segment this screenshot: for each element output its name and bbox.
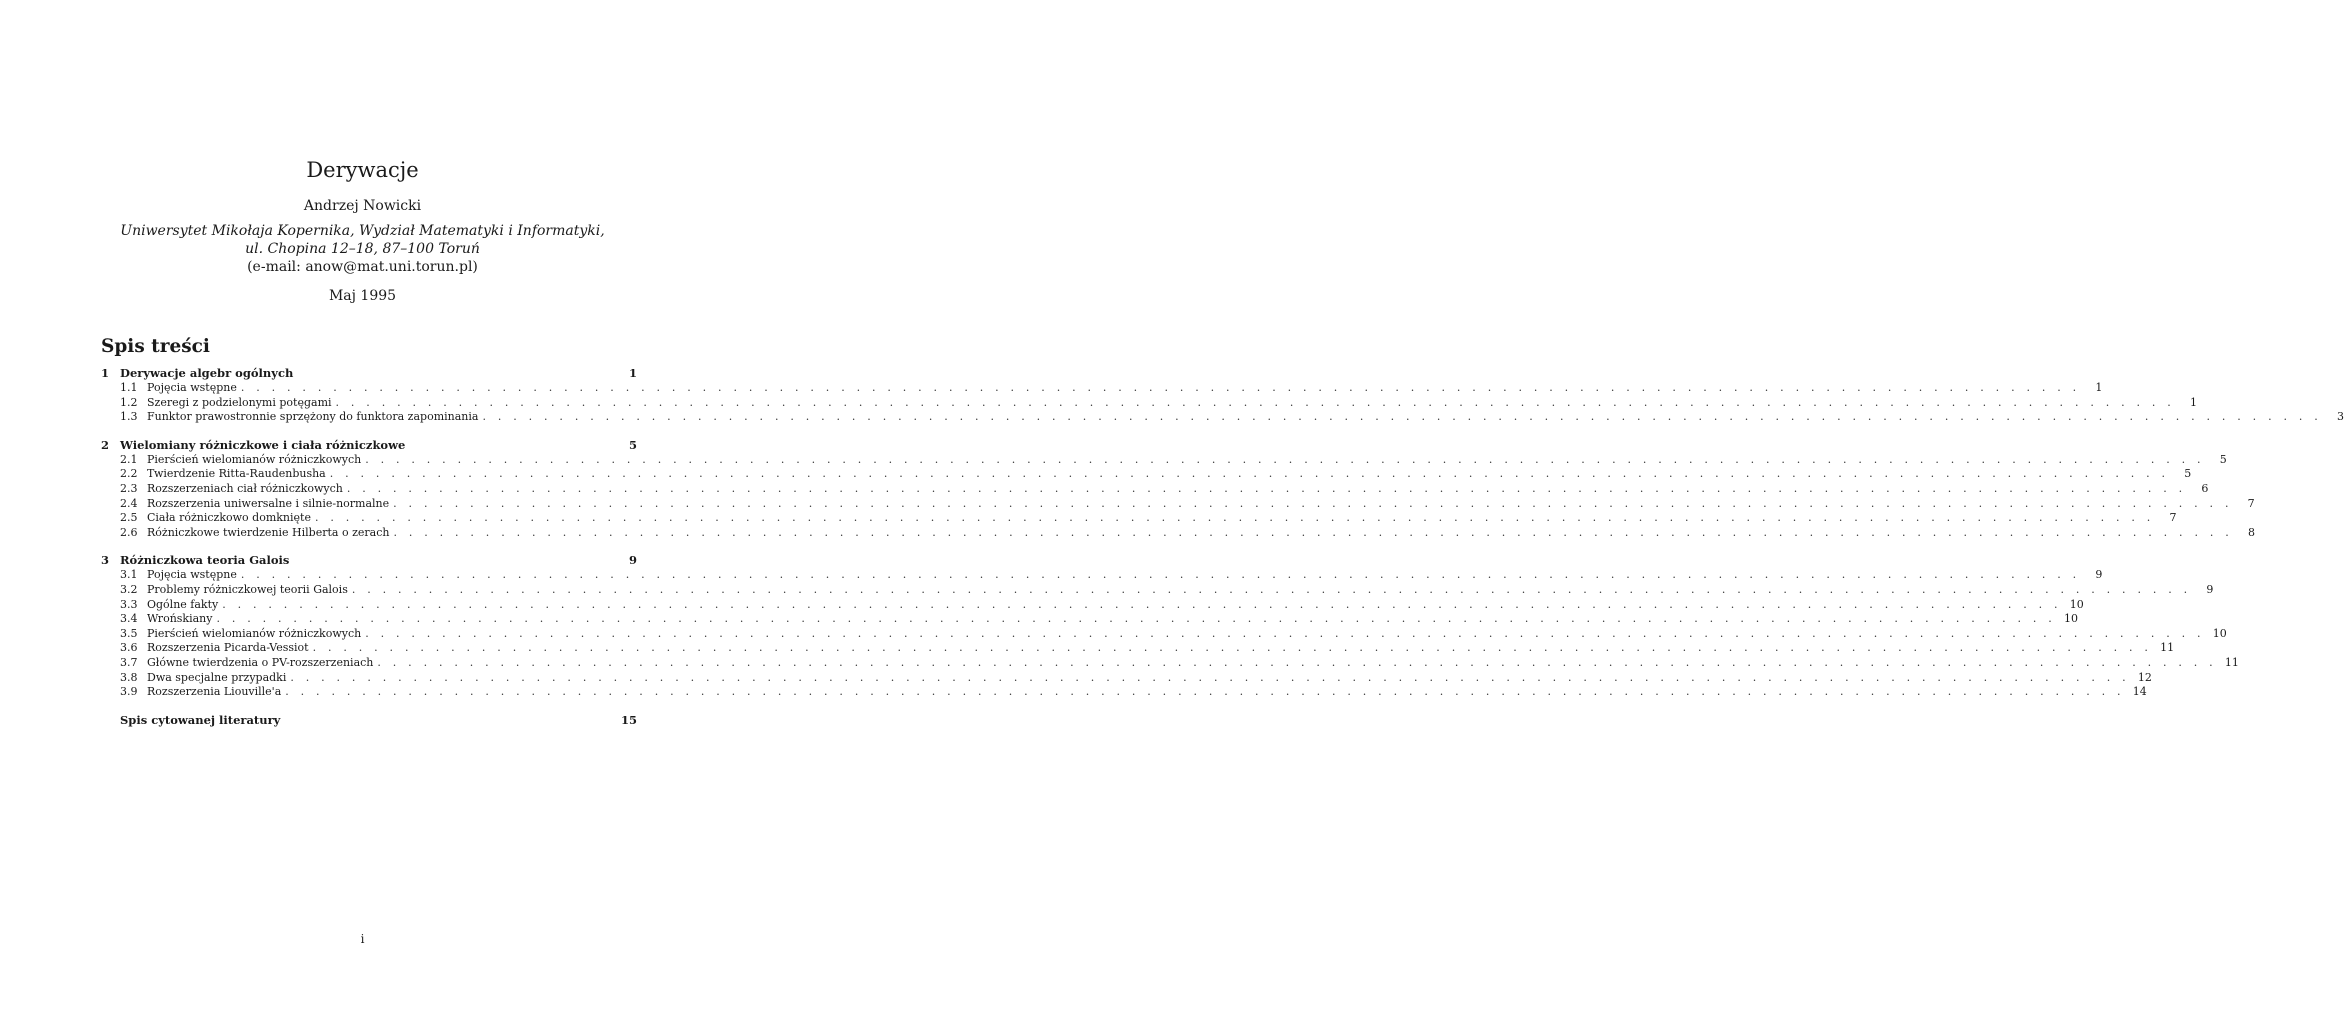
section-page: 5	[2219, 452, 2227, 466]
section-page: 10	[2212, 626, 2227, 640]
toc-section-row[interactable]	[101, 655, 2239, 671]
toc-section-row[interactable]	[101, 641, 2175, 656]
bibliography-title: Spis cytowanej literatury	[120, 712, 281, 727]
chapter-number: 2	[101, 437, 110, 452]
section-page: 6	[2201, 481, 2209, 495]
section-number: 1.2	[120, 395, 138, 409]
section-page: 7	[2247, 496, 2255, 510]
toc-section-row[interactable]	[101, 612, 2078, 627]
dot-leader: . . . . . . . . . . . . . . . . . . . . . . . . . . . . . . . . . . . . . . . . . . . . . . . . . . . . . . . . . . . . . . . . . . . . . . . . . . . . . . . . . . . . . . . . . . . . . . . . . . . . . . . . . . . . . . . . . . . . . . . .	[314, 511, 2155, 525]
dot-leader: . . . . . . . . . . . . . . . . . . . . . . . . . . . . . . . . . . . . . . . . . . . . . . . . . . . . . . . . . . . . . . . . . . . . . . . . . . . . . . . . . . . . . . . . . . . . . . . . . . . . . . . . . . . . . . . . . . . . . . . .	[351, 582, 2192, 596]
toc-chapter	[101, 366, 2344, 425]
section-title: Rozszerzenia Picarda-Vessiot	[147, 641, 309, 655]
dot-leader: . . . . . . . . . . . . . . . . . . . . . . . . . . . . . . . . . . . . . . . . . . . . . . . . . . . . . . . . . . . . . . . . . . . . . . . . . . . . . . . . . . . . . . . . . . . . . . . . . . . . . . . . . . . . . . . . . . . . . . . .	[290, 670, 2130, 684]
section-page: 8	[2247, 525, 2255, 539]
section-number: 3.1	[120, 568, 138, 582]
dot-leader: . . . . . . . . . . . . . . . . . . . . . . . . . . . . . . . . . . . . . . . . . . . . . . . . . . . . . . . . . . . . . . . . . . . . . . . . . . . . . . . . . . . . . . . . . . . . . . . . . . . . . . . . . . . . . . . . . . . . . . . .	[216, 612, 2056, 626]
table-of-contents	[101, 366, 2344, 728]
dot-leader: . . . . . . . . . . . . . . . . . . . . . . . . . . . . . . . . . . . . . . . . . . . . . . . . . . . . . . . . . . . . . . . . . . . . . . . . . . . . . . . . . . . . . . . . . . . . . . . . . . . . . . . . . . . . . . . . . . . . . . . .	[377, 655, 2217, 669]
section-title: Rozszerzenia uniwersalne i silnie-normalne	[147, 496, 390, 510]
chapter-title: Różniczkowa teoria Galois	[120, 553, 290, 568]
section-number: 3.2	[120, 582, 138, 596]
dot-leader: . . . . . . . . . . . . . . . . . . . . . . . . . . . . . . . . . . . . . . . . . . . . . . . . . . . . . . . . . . . . . . . . . . . . . . . . . . . . . . . . . . . . . . . . . . . . . . . . . . . . . . . . . . . . . . . . . . . . . . . .	[393, 525, 2233, 539]
section-title: Twierdzenie Ritta-Raudenbusha	[147, 467, 326, 481]
section-title: Problemy różniczkowej teorii Galois	[147, 582, 348, 596]
section-page: 12	[2137, 670, 2152, 684]
section-page: 10	[2069, 597, 2084, 611]
toc-section-row[interactable]	[101, 395, 2197, 411]
title-block	[0, 158, 725, 304]
toc-section-row[interactable]	[101, 381, 2103, 396]
toc-bibliography-row[interactable]	[120, 713, 637, 728]
dot-leader: . . . . . . . . . . . . . . . . . . . . . . . . . . . . . . . . . . . . . . . . . . . . . . . . . . . . . . . . . . . . . . . . . . . . . . . . . . . . . . . . . . . . . . . . . . . . . . . . . . . . . . . . . . . . . . . . . . . . . . . .	[312, 641, 2153, 655]
toc-chapter	[101, 553, 2239, 699]
toc-section-row[interactable]	[101, 626, 2227, 642]
section-title: Ciała różniczkowo domknięte	[147, 511, 311, 525]
section-number: 2.2	[120, 467, 138, 481]
author-email: (e-mail: anow@mat.uni.torun.pl)	[247, 259, 478, 275]
section-number: 2.5	[120, 511, 138, 525]
chapter-title: Derywacje algebr ogólnych	[120, 366, 294, 380]
affiliation	[0, 222, 725, 258]
toc-section-row[interactable]	[101, 496, 2255, 512]
toc-section-row[interactable]	[101, 568, 2103, 583]
toc-section-row[interactable]	[101, 511, 2177, 526]
section-page: 1	[2190, 395, 2197, 409]
section-number: 1.3	[120, 410, 138, 424]
section-page: 9	[2095, 568, 2103, 582]
toc-section-row[interactable]	[101, 481, 2209, 497]
section-title: Ogólne fakty	[147, 597, 219, 611]
section-number: 2.1	[120, 452, 138, 466]
document-date: Maj 1995	[328, 288, 397, 304]
section-title: Rozszerzenia Liouville'a	[147, 685, 282, 699]
dot-leader: . . . . . . . . . . . . . . . . . . . . . . . . . . . . . . . . . . . . . . . . . . . . . . . . . . . . . . . . . . . . . . . . . . . . . . . . . . . . . . . . . . . . . . . . . . . . . . . . . . . . . . . . . . . . . . . . . . . . . . . .	[482, 410, 2322, 424]
toc-chapter-row[interactable]	[101, 553, 637, 568]
section-number: 3.6	[120, 641, 138, 655]
toc-heading: Spis treści	[101, 336, 210, 357]
chapter-page: 5	[628, 437, 637, 452]
section-number: 3.8	[120, 670, 138, 684]
toc-section-row[interactable]	[101, 597, 2084, 613]
section-number: 2.6	[120, 525, 138, 539]
section-number: 3.5	[120, 626, 138, 640]
dot-leader: . . . . . . . . . . . . . . . . . . . . . . . . . . . . . . . . . . . . . . . . . . . . . . . . . . . . . . . . . . . . . . . . . . . . . . . . . . . . . . . . . . . . . . . . . . . . . . . . . . . . . . . . . . . . . . . . . . . . . . . .	[335, 395, 2175, 409]
dot-leader: . . . . . . . . . . . . . . . . . . . . . . . . . . . . . . . . . . . . . . . . . . . . . . . . . . . . . . . . . . . . . . . . . . . . . . . . . . . . . . . . . . . . . . . . . . . . . . . . . . . . . . . . . . . . . . . . . . . . . . . .	[285, 685, 2125, 699]
section-page: 10	[2063, 612, 2078, 626]
chapter-number: 1	[101, 366, 110, 380]
dot-leader: . . . . . . . . . . . . . . . . . . . . . . . . . . . . . . . . . . . . . . . . . . . . . . . . . . . . . . . . . . . . . . . . . . . . . . . . . . . . . . . . . . . . . . . . . . . . . . . . . . . . . . . . . . . . . . . . . . . . . . . .	[222, 597, 2062, 611]
dot-leader: . . . . . . . . . . . . . . . . . . . . . . . . . . . . . . . . . . . . . . . . . . . . . . . . . . . . . . . . . . . . . . . . . . . . . . . . . . . . . . . . . . . . . . . . . . . . . . . . . . . . . . . . . . . . . . . . . . . . . . . .	[365, 452, 2205, 466]
toc-section-row[interactable]	[101, 467, 2192, 482]
section-page: 14	[2132, 685, 2147, 699]
author-name: Andrzej Nowicki	[303, 198, 422, 214]
section-title: Rozszerzeniach ciał różniczkowych	[147, 481, 343, 495]
dot-leader: . . . . . . . . . . . . . . . . . . . . . . . . . . . . . . . . . . . . . . . . . . . . . . . . . . . . . . . . . . . . . . . . . . . . . . . . . . . . . . . . . . . . . . . . . . . . . . . . . . . . . . . . . . . . . . . . . . . . . . . .	[240, 568, 2081, 582]
affiliation-line-2: ul. Chopina 12–18, 87–100 Toruń	[245, 241, 480, 257]
section-title: Szeregi z podzielonymi potęgami	[147, 395, 332, 409]
section-title: Główne twierdzenia o PV-rozszerzeniach	[147, 655, 374, 669]
dot-leader: . . . . . . . . . . . . . . . . . . . . . . . . . . . . . . . . . . . . . . . . . . . . . . . . . . . . . . . . . . . . . . . . . . . . . . . . . . . . . . . . . . . . . . . . . . . . . . . . . . . . . . . . . . . . . . . . . . . . . . . .	[329, 467, 2170, 481]
section-page: 11	[2224, 655, 2239, 669]
chapter-title: Wielomiany różniczkowe i ciała różniczkowe	[120, 437, 406, 452]
chapter-page: 9	[628, 553, 637, 568]
section-title: Wrońskiany	[147, 612, 213, 626]
section-page: 3	[2336, 410, 2344, 424]
section-title: Pojęcia wstępne	[147, 381, 237, 394]
section-title: Pierścień wielomianów różniczkowych	[147, 626, 362, 640]
dot-leader: . . . . . . . . . . . . . . . . . . . . . . . . . . . . . . . . . . . . . . . . . . . . . . . . . . . . . . . . . . . . . . . . . . . . . . . . . . . . . . . . . . . . . . . . . . . . . . . . . . . . . . . . . . . . . . . . . . . . . . . .	[346, 481, 2187, 495]
toc-section-row[interactable]	[101, 685, 2147, 700]
toc-chapter	[101, 437, 2255, 541]
toc-section-row[interactable]	[101, 525, 2255, 541]
section-number: 3.4	[120, 612, 138, 626]
page-number: i	[360, 932, 365, 946]
section-title: Pojęcia wstępne	[147, 568, 237, 582]
section-number: 2.4	[120, 496, 138, 510]
toc-chapter-row[interactable]	[101, 438, 637, 453]
dot-leader: . . . . . . . . . . . . . . . . . . . . . . . . . . . . . . . . . . . . . . . . . . . . . . . . . . . . . . . . . . . . . . . . . . . . . . . . . . . . . . . . . . . . . . . . . . . . . . . . . . . . . . . . . . . . . . . . . . . . . . . .	[240, 381, 2081, 394]
document-title: Derywacje	[306, 158, 419, 182]
section-page: 11	[2160, 641, 2175, 655]
section-title: Funktor prawostronnie sprzężony do funktora zapominania	[147, 410, 479, 424]
section-page: 9	[2206, 582, 2214, 596]
chapter-page: 1	[628, 366, 637, 380]
section-number: 1.1	[120, 381, 138, 394]
toc-section-row[interactable]	[101, 582, 2214, 598]
toc-section-row[interactable]	[101, 670, 2152, 686]
toc-section-row[interactable]	[101, 410, 2344, 425]
section-number: 2.3	[120, 481, 138, 495]
section-number: 3.9	[120, 685, 138, 699]
section-title: Różniczkowe twierdzenie Hilberta o zerach	[147, 525, 390, 539]
section-page: 7	[2169, 511, 2177, 525]
toc-chapter-row[interactable]	[101, 366, 637, 381]
bibliography-page: 15	[620, 712, 637, 727]
section-number: 3.7	[120, 655, 138, 669]
section-title: Pierścień wielomianów różniczkowych	[147, 452, 362, 466]
affiliation-line-1: Uniwersytet Mikołaja Kopernika, Wydział Matematyki i Informatyki,	[120, 223, 605, 239]
section-title: Dwa specjalne przypadki	[147, 670, 287, 684]
section-page: 5	[2184, 467, 2192, 481]
section-page: 1	[2095, 381, 2103, 394]
chapter-number: 3	[101, 553, 110, 568]
section-number: 3.3	[120, 597, 138, 611]
toc-section-row[interactable]	[101, 452, 2227, 468]
dot-leader: . . . . . . . . . . . . . . . . . . . . . . . . . . . . . . . . . . . . . . . . . . . . . . . . . . . . . . . . . . . . . . . . . . . . . . . . . . . . . . . . . . . . . . . . . . . . . . . . . . . . . . . . . . . . . . . . . . . . . . . .	[393, 496, 2233, 510]
dot-leader: . . . . . . . . . . . . . . . . . . . . . . . . . . . . . . . . . . . . . . . . . . . . . . . . . . . . . . . . . . . . . . . . . . . . . . . . . . . . . . . . . . . . . . . . . . . . . . . . . . . . . . . . . . . . . . . . . . . . . . . .	[365, 626, 2205, 640]
